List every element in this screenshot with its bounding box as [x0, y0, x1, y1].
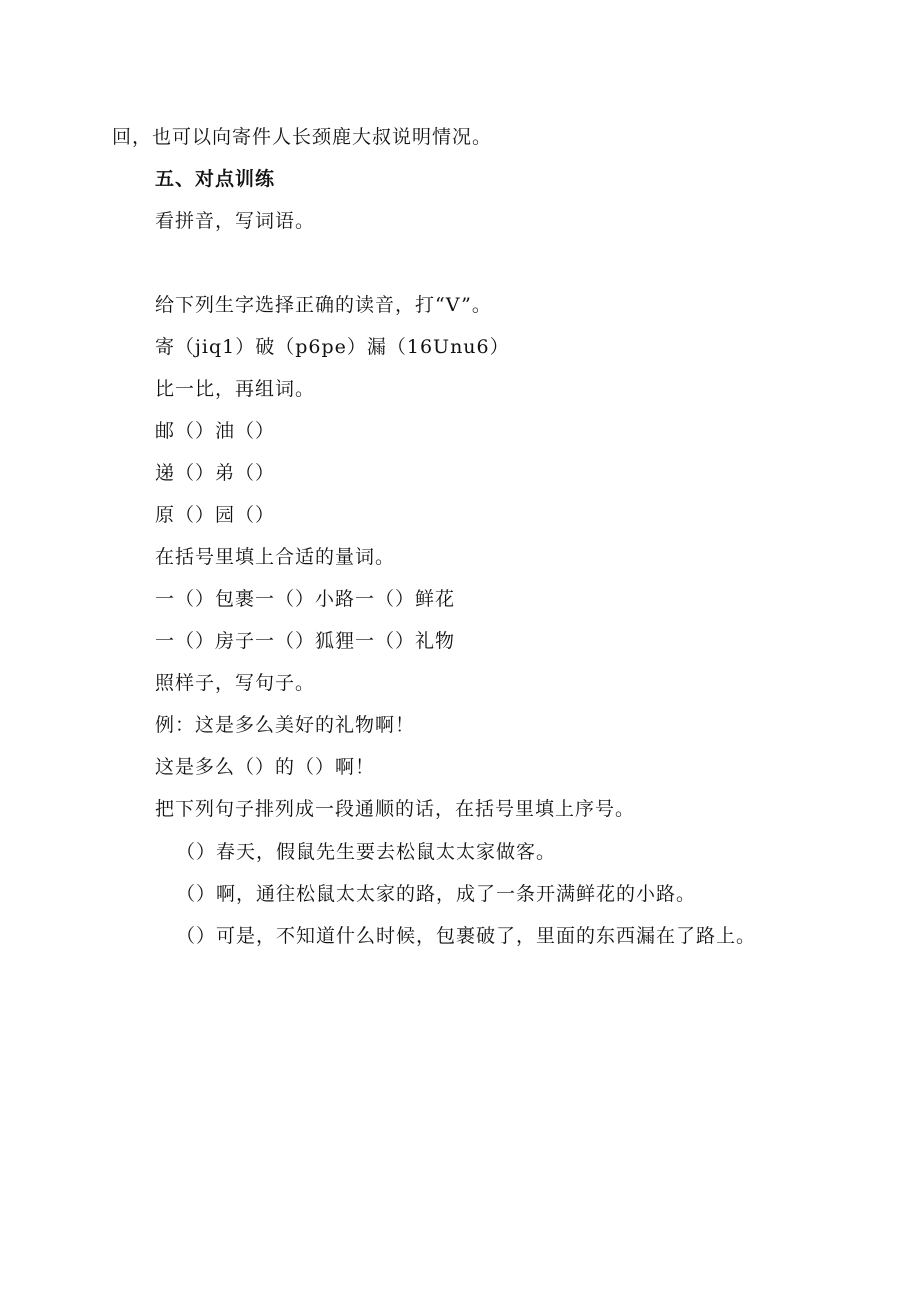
example-sentence: 例：这是多么美好的礼物啊！: [155, 714, 416, 736]
order-sentence: （）春天，假鼠先生要去松鼠太太家做客。: [176, 841, 557, 863]
exercise-compare-instruction: 比一比，再组词。: [155, 378, 316, 400]
measure-word-line: 一（）包裹一（）小路一（）鲜花: [155, 588, 456, 610]
exercise-order-instruction: 把下列句子排列成一段通顺的话，在括号里填上序号。: [155, 798, 636, 820]
paragraph-continuation: 回，也可以向寄件人长颈鹿大叔说明情况。: [112, 126, 493, 148]
exercise-reading-instruction: 给下列生字选择正确的读音，打“V”。: [155, 294, 492, 316]
compare-line: 递（）弟（）: [155, 462, 276, 484]
compare-line: 原（）园（）: [155, 504, 276, 526]
section-heading: 五、对点训练: [155, 168, 276, 190]
compare-line: 邮（）油（）: [155, 420, 276, 442]
measure-word-line: 一（）房子一（）狐狸一（）礼物: [155, 630, 456, 652]
exercise-pinyin-instruction: 看拼音，写词语。: [155, 210, 316, 232]
exercise-sentence-instruction: 照样子，写句子。: [155, 672, 316, 694]
sentence-template: 这是多么（）的（）啊！: [155, 756, 376, 778]
reading-options-line: 寄（jiq1）破（p6pe）漏（16Unu6）: [155, 336, 510, 358]
exercise-measure-word-instruction: 在括号里填上合适的量词。: [155, 546, 396, 568]
order-sentence: （）啊，通往松鼠太太家的路，成了一条开满鲜花的小路。: [176, 883, 697, 905]
order-sentence: （）可是，不知道什么时候，包裹破了，里面的东西漏在了路上。: [176, 925, 757, 947]
